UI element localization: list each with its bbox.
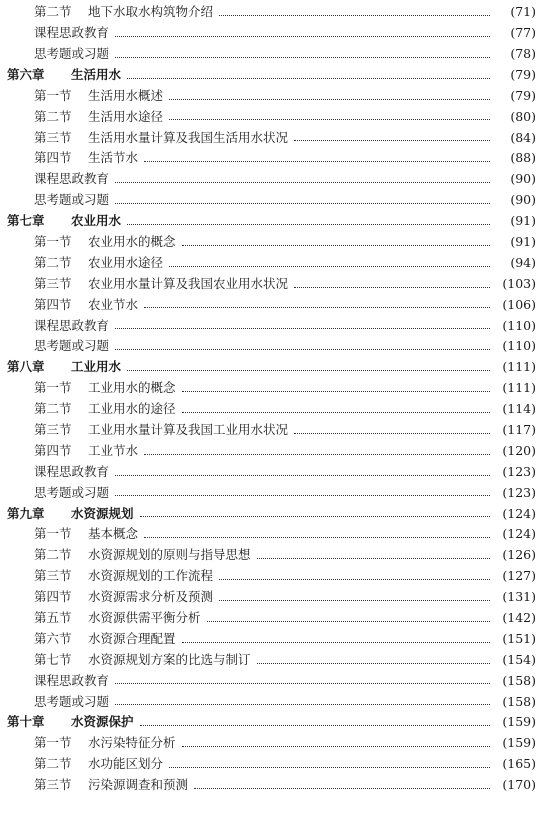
section-number: 第一节 bbox=[34, 526, 72, 542]
dot-leader bbox=[182, 245, 490, 246]
dot-leader bbox=[127, 370, 490, 371]
toc-section-row bbox=[0, 44, 544, 65]
section-title: 水资源规划方案的比选与制订 bbox=[88, 651, 251, 667]
section-title: 工业用水量计算及我国工业用水状况 bbox=[88, 422, 289, 437]
section-title: 思考题或习题 bbox=[34, 693, 110, 709]
page-number: (106) bbox=[502, 296, 536, 312]
toc-section-row bbox=[0, 671, 544, 692]
dot-leader bbox=[144, 161, 490, 162]
dot-leader bbox=[207, 621, 490, 622]
toc-section-row bbox=[0, 169, 544, 190]
section-number: 第七节 bbox=[34, 651, 72, 667]
section-number: 第一节 bbox=[34, 87, 72, 103]
page-number: (78) bbox=[510, 45, 536, 61]
page-number: (91) bbox=[510, 233, 536, 249]
page-number: (94) bbox=[510, 254, 536, 270]
section-title: 水功能区划分 bbox=[88, 756, 164, 772]
section-number: 第二节 bbox=[34, 547, 72, 563]
dot-leader bbox=[115, 36, 490, 37]
page-number: (123) bbox=[502, 463, 536, 479]
toc-section-row bbox=[0, 148, 544, 169]
page-number: (103) bbox=[502, 275, 536, 291]
page-number: (120) bbox=[502, 442, 536, 458]
section-title: 水资源需求分析及预测 bbox=[88, 589, 214, 605]
dot-leader bbox=[194, 788, 490, 789]
toc-section-row bbox=[0, 253, 544, 274]
toc-section-row bbox=[0, 336, 544, 357]
section-number: 第四节 bbox=[34, 296, 72, 312]
section-number: 第六节 bbox=[34, 630, 72, 646]
chapter-title: 农业用水 bbox=[71, 213, 122, 229]
chapter-number: 第八章 bbox=[7, 359, 45, 375]
toc-section-row bbox=[0, 733, 544, 754]
section-title: 水资源合理配置 bbox=[88, 630, 176, 646]
toc-section-row bbox=[0, 127, 544, 148]
page-number: (110) bbox=[502, 338, 536, 354]
section-title: 课程思政教育 bbox=[34, 463, 110, 479]
page-number: (90) bbox=[510, 171, 536, 187]
section-title: 课程思政教育 bbox=[34, 672, 110, 688]
toc-section-row bbox=[0, 441, 544, 462]
dot-leader bbox=[115, 182, 490, 183]
page-number: (151) bbox=[502, 630, 536, 646]
section-number: 第三节 bbox=[34, 777, 72, 793]
dot-leader bbox=[144, 454, 490, 455]
page-number: (110) bbox=[502, 317, 536, 333]
chapter-title: 水资源保护 bbox=[71, 714, 134, 730]
section-number: 第二节 bbox=[34, 254, 72, 270]
section-title: 水资源规划的工作流程 bbox=[88, 568, 214, 584]
page-number: (142) bbox=[502, 610, 536, 626]
section-title: 思考题或习题 bbox=[34, 45, 110, 61]
section-title: 生活用水量计算及我国生活用水状况 bbox=[88, 129, 289, 145]
page-number: (111) bbox=[502, 359, 536, 375]
section-number: 第二节 bbox=[34, 4, 72, 20]
dot-leader bbox=[115, 203, 490, 204]
page-number: (77) bbox=[510, 25, 536, 41]
toc-section-row bbox=[0, 294, 544, 315]
dot-leader bbox=[115, 349, 490, 350]
section-number: 第三节 bbox=[34, 275, 72, 291]
toc-section-row bbox=[0, 545, 544, 566]
section-number: 第四节 bbox=[34, 589, 72, 605]
toc-section-row bbox=[0, 566, 544, 587]
toc-section-row bbox=[0, 315, 544, 336]
page-number: (127) bbox=[502, 568, 536, 584]
dot-leader bbox=[115, 495, 490, 496]
section-title: 工业节水 bbox=[88, 442, 139, 458]
toc-section-row bbox=[0, 399, 544, 420]
table-of-contents bbox=[0, 2, 544, 796]
toc-section-row bbox=[0, 106, 544, 127]
toc-section-row bbox=[0, 274, 544, 295]
dot-leader bbox=[144, 537, 490, 538]
page-number: (131) bbox=[502, 589, 536, 605]
chapter-title: 生活用水 bbox=[71, 66, 122, 82]
toc-section-row bbox=[0, 608, 544, 629]
dot-leader bbox=[294, 287, 490, 288]
section-number: 第一节 bbox=[34, 735, 72, 751]
toc-section-row bbox=[0, 2, 544, 23]
page-number: (111) bbox=[502, 380, 536, 396]
dot-leader bbox=[257, 558, 490, 559]
section-title: 思考题或习题 bbox=[34, 484, 110, 500]
toc-section-row bbox=[0, 482, 544, 503]
page-number: (170) bbox=[502, 777, 536, 793]
toc-chapter-row bbox=[0, 357, 544, 378]
page-number: (80) bbox=[510, 108, 536, 124]
page-number: (79) bbox=[510, 66, 536, 82]
section-number: 第二节 bbox=[34, 108, 72, 124]
toc-section-row bbox=[0, 462, 544, 483]
page-number: (123) bbox=[502, 484, 536, 500]
chapter-number: 第六章 bbox=[7, 66, 45, 82]
toc-section-row bbox=[0, 587, 544, 608]
dot-leader bbox=[115, 704, 490, 705]
dot-leader bbox=[115, 683, 490, 684]
section-title: 工业用水的概念 bbox=[88, 380, 176, 396]
toc-section-row bbox=[0, 775, 544, 796]
section-title: 水资源供需平衡分析 bbox=[88, 610, 201, 626]
section-title: 水资源规划的原则与指导思想 bbox=[88, 547, 251, 563]
toc-section-row bbox=[0, 420, 544, 441]
section-number: 第五节 bbox=[34, 610, 72, 626]
dot-leader bbox=[294, 140, 490, 141]
dot-leader bbox=[219, 15, 490, 16]
page-number: (124) bbox=[502, 505, 536, 521]
dot-leader bbox=[294, 433, 490, 434]
page-number: (159) bbox=[502, 735, 536, 751]
section-number: 第四节 bbox=[34, 442, 72, 458]
dot-leader bbox=[257, 663, 490, 664]
chapter-number: 第九章 bbox=[7, 505, 45, 521]
page-number: (84) bbox=[510, 129, 536, 145]
section-title: 思考题或习题 bbox=[34, 338, 110, 354]
chapter-number: 第十章 bbox=[7, 714, 45, 730]
dot-leader bbox=[182, 642, 490, 643]
section-number: 第二节 bbox=[34, 401, 72, 417]
page-number: (159) bbox=[502, 714, 536, 730]
toc-section-row bbox=[0, 524, 544, 545]
toc-chapter-row bbox=[0, 712, 544, 733]
section-title: 生活用水概述 bbox=[88, 87, 164, 103]
section-title: 农业用水的概念 bbox=[88, 233, 176, 249]
section-number: 第三节 bbox=[34, 422, 72, 437]
toc-chapter-row bbox=[0, 65, 544, 86]
dot-leader bbox=[140, 516, 490, 517]
section-title: 课程思政教育 bbox=[34, 317, 110, 333]
toc-section-row bbox=[0, 650, 544, 671]
page-number: (79) bbox=[510, 87, 536, 103]
dot-leader bbox=[115, 57, 490, 58]
dot-leader bbox=[182, 746, 490, 747]
toc-section-row bbox=[0, 691, 544, 712]
section-title: 基本概念 bbox=[88, 526, 139, 542]
page-number: (90) bbox=[510, 192, 536, 208]
section-title: 思考题或习题 bbox=[34, 192, 110, 208]
section-title: 地下水取水构筑物介绍 bbox=[88, 4, 214, 20]
dot-leader bbox=[127, 78, 490, 79]
section-number: 第四节 bbox=[34, 150, 72, 166]
dot-leader bbox=[169, 119, 490, 120]
dot-leader bbox=[169, 266, 490, 267]
page-number: (71) bbox=[510, 4, 536, 20]
dot-leader bbox=[182, 391, 490, 392]
page-number: (158) bbox=[502, 693, 536, 709]
section-number: 第二节 bbox=[34, 756, 72, 772]
section-title: 农业用水量计算及我国农业用水状况 bbox=[88, 275, 289, 291]
toc-section-row bbox=[0, 378, 544, 399]
toc-section-row bbox=[0, 190, 544, 211]
dot-leader bbox=[169, 99, 490, 100]
toc-section-row bbox=[0, 754, 544, 775]
page-number: (117) bbox=[502, 422, 536, 437]
toc-section-row bbox=[0, 232, 544, 253]
toc-chapter-row bbox=[0, 211, 544, 232]
section-title: 工业用水的途径 bbox=[88, 401, 176, 417]
page-number: (124) bbox=[502, 526, 536, 542]
dot-leader bbox=[127, 224, 490, 225]
dot-leader bbox=[115, 328, 490, 329]
section-title: 污染源调查和预测 bbox=[88, 777, 189, 793]
section-number: 第一节 bbox=[34, 380, 72, 396]
section-title: 水污染特征分析 bbox=[88, 735, 176, 751]
section-number: 第三节 bbox=[34, 129, 72, 145]
dot-leader bbox=[219, 600, 490, 601]
page-number: (158) bbox=[502, 672, 536, 688]
page-number: (165) bbox=[502, 756, 536, 772]
section-title: 农业用水途径 bbox=[88, 254, 164, 270]
section-title: 课程思政教育 bbox=[34, 25, 110, 41]
dot-leader bbox=[182, 412, 490, 413]
dot-leader bbox=[140, 725, 490, 726]
page-number: (154) bbox=[502, 651, 536, 667]
page-number: (114) bbox=[502, 401, 536, 417]
toc-section-row bbox=[0, 23, 544, 44]
chapter-number: 第七章 bbox=[7, 213, 45, 229]
section-title: 生活节水 bbox=[88, 150, 139, 166]
page-number: (88) bbox=[510, 150, 536, 166]
section-number: 第一节 bbox=[34, 233, 72, 249]
toc-section-row bbox=[0, 629, 544, 650]
toc-chapter-row bbox=[0, 503, 544, 524]
section-title: 生活用水途径 bbox=[88, 108, 164, 124]
section-title: 农业节水 bbox=[88, 296, 139, 312]
page-number: (126) bbox=[502, 547, 536, 563]
toc-section-row bbox=[0, 86, 544, 107]
dot-leader bbox=[219, 579, 490, 580]
section-title: 课程思政教育 bbox=[34, 171, 110, 187]
dot-leader bbox=[169, 767, 490, 768]
dot-leader bbox=[144, 307, 490, 308]
chapter-title: 水资源规划 bbox=[71, 505, 134, 521]
section-number: 第三节 bbox=[34, 568, 72, 584]
page-number: (91) bbox=[510, 213, 536, 229]
dot-leader bbox=[115, 475, 490, 476]
chapter-title: 工业用水 bbox=[71, 359, 122, 375]
